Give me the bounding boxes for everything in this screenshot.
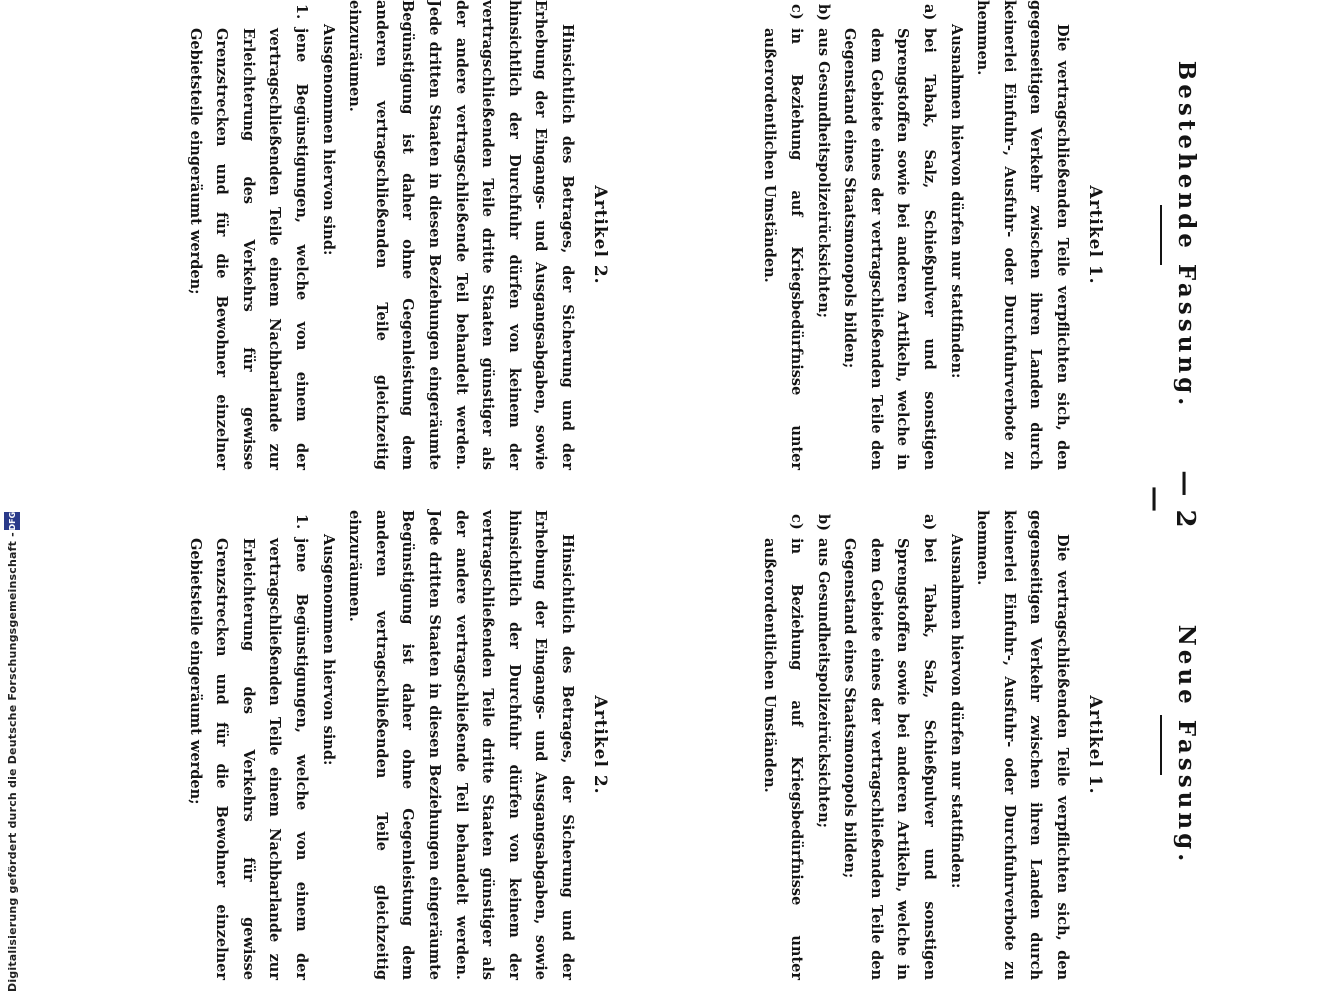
column-heading: Bestehende Fassung. <box>1173 60 1200 410</box>
article-2-title: Artikel 2. <box>590 695 610 795</box>
list-item <box>809 0 836 470</box>
article-2-title: Artikel 2. <box>590 185 610 285</box>
list-item <box>181 0 314 470</box>
list-item-text: aus Gesundheitspolizeirücksichten; <box>814 538 832 828</box>
article-1-title: Artikel 1. <box>1085 695 1105 795</box>
list-item <box>836 510 942 980</box>
article-1-body <box>756 0 1075 470</box>
heading-rule <box>1160 715 1162 775</box>
exceptions-intro: Ausnahmen hiervon dürfen nur stattfinden: <box>947 24 965 379</box>
rotated-document-page <box>140 0 1200 1000</box>
list-item-label: c) <box>788 4 806 20</box>
list-item-label: a) <box>921 514 939 531</box>
list-item <box>836 0 942 470</box>
exceptions-intro: Ausgenommen hiervon sind: <box>319 534 337 766</box>
article-1-title: Artikel 1. <box>1085 185 1105 285</box>
exceptions-intro: Ausgenommen hiervon sind: <box>319 24 337 256</box>
list-item-label: c) <box>788 514 806 530</box>
list-item <box>756 0 809 470</box>
list-item-label: b) <box>814 514 832 531</box>
article-1-body <box>756 510 1075 980</box>
article-2-paragraph: Hinsichtlich des Betrages, der Sicherung und der Erhebung der Eingangs- und Ausgangsabgaben, sowie hinsichtlich der Durchfuhr dürfen von keinem der vertragschließenden Teile dritte Staaten günstiger als der andere vertragschließende Teil behandelt werden. Jede dritten Staaten in diesen Beziehungen eingeräumte Begünstigung ist daher ohne Gegenleistung dem anderen vertragschließenden Teile gleichzeitig einzuräumen. <box>346 510 576 980</box>
list-item-text: in Beziehung auf Kriegsbedürfnisse unter außerordentlichen Umständen. <box>761 538 806 980</box>
list-item-text: bei Tabak, Salz, Schießpulver und sonstigen Sprengstoffen sowie bei anderen Artikeln, welche in dem Gebiete eines der vertragschließenden Teile den Gegenstand eines Staatsmonopols bilden; <box>841 538 939 980</box>
article-1-paragraph: Die vertragschließenden Teile verpflichten sich, den gegenseitigen Verkehr zwischen ihren Landen durch keinerlei Einfuhr-, Ausfuhr- oder Durchfuhrverbote zu hemmen. <box>974 510 1071 980</box>
list-item <box>756 510 809 980</box>
article-1-paragraph: Die vertragschließenden Teile verpflichten sich, den gegenseitigen Verkehr zwischen ihren Landen durch keinerlei Einfuhr-, Ausfuhr- oder Durchfuhrverbote zu hemmen. <box>974 0 1071 470</box>
column-bestehende-fassung <box>140 0 1200 470</box>
list-item-label: 1. <box>293 514 311 530</box>
column-neue-fassung <box>140 510 1200 980</box>
article-2-body <box>181 0 580 470</box>
article-2-body <box>181 510 580 980</box>
list-item <box>181 510 314 980</box>
exceptions-intro: Ausnahmen hiervon dürfen nur stattfinden: <box>947 534 965 889</box>
page-number: — 2 — <box>1140 470 1200 530</box>
list-item-text: bei Tabak, Salz, Schießpulver und sonstigen Sprengstoffen sowie bei anderen Artikeln, welche in dem Gebiete eines der vertragschließenden Teile den Gegenstand eines Staatsmonopols bilden; <box>841 28 939 470</box>
article-2-paragraph: Hinsichtlich des Betrages, der Sicherung und der Erhebung der Eingangs- und Ausgangsabgaben, sowie hinsichtlich der Durchfuhr dürfen von keinem der vertragschließenden Teile dritte Staaten günstiger als der andere vertragschließende Teil behandelt werden. Jede dritten Staaten in diesen Beziehungen eingeräumte Begünstigung ist daher ohne Gegenleistung dem anderen vertragschließenden Teile gleichzeitig einzuräumen. <box>346 0 576 470</box>
list-item-text: in Beziehung auf Kriegsbedürfnisse unter außerordentlichen Umständen. <box>761 28 806 470</box>
list-item-label: b) <box>814 4 832 21</box>
heading-rule <box>1160 205 1162 265</box>
list-item <box>809 510 836 980</box>
dfg-logo: DFG <box>4 512 20 530</box>
list-item-label: a) <box>921 4 939 21</box>
list-item-text: jene Begünstigungen, welche von einem der vertragschließenden Teile einem Nachbarlande zur Erleichterung des Verkehrs für gewisse Grenzstrecken und für die Bewohner einzelner Gebietsteile eingeräumt werden; <box>186 28 311 470</box>
list-item-label: 1. <box>293 4 311 20</box>
column-heading: Neue Fassung. <box>1173 624 1200 866</box>
list-item-text: jene Begünstigungen, welche von einem der vertragschließenden Teile einem Nachbarlande zur Erleichterung des Verkehrs für gewisse Grenzstrecken und für die Bewohner einzelner Gebietsteile eingeräumt werden; <box>186 538 311 980</box>
list-item-text: aus Gesundheitspolizeirücksichten; <box>814 28 832 318</box>
footer-credit-text: Digitalisierung gefördert durch die Deutsche Forschungsgemeinschaft - <box>5 532 19 992</box>
digitization-footer <box>1 0 23 1000</box>
